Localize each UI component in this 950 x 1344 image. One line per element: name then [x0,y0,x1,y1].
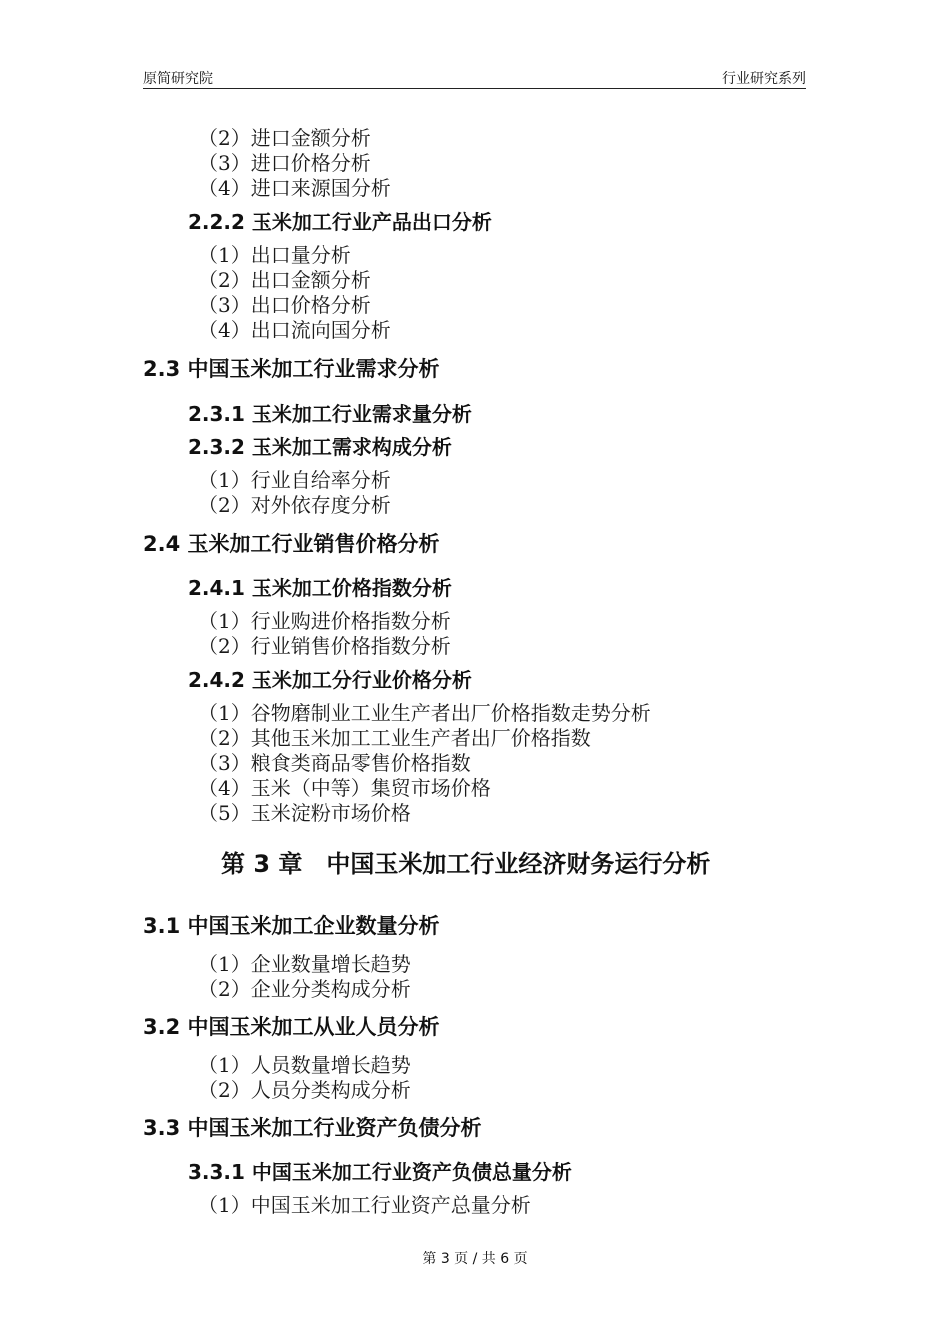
chapter-heading: 第 3 章 中国玉米加工行业经济财务运行分析 [221,850,711,878]
toc-item: （1）人员数量增长趋势 [198,1053,411,1077]
toc-subsection: 2.3.2 玉米加工需求构成分析 [188,435,452,459]
toc-section: 3.1 中国玉米加工企业数量分析 [143,914,440,938]
toc-item: （1）行业自给率分析 [198,468,391,492]
toc-subsection: 2.3.1 玉米加工行业需求量分析 [188,402,472,426]
toc-item: （4）出口流向国分析 [198,318,391,342]
toc-item: （4）玉米（中等）集贸市场价格 [198,776,491,800]
toc-item: （2）企业分类构成分析 [198,977,411,1001]
toc-item: （1）行业购进价格指数分析 [198,609,451,633]
toc-item: （3）进口价格分析 [198,151,371,175]
toc-subsection: 2.4.2 玉米加工分行业价格分析 [188,668,472,692]
toc-item: （4）进口来源国分析 [198,176,391,200]
toc-subsection: 2.4.1 玉米加工价格指数分析 [188,576,452,600]
page-header [143,66,806,89]
toc-item: （3）粮食类商品零售价格指数 [198,751,471,775]
toc-item: （1）出口量分析 [198,243,351,267]
toc-item: （1）企业数量增长趋势 [198,952,411,976]
toc-item: （1）中国玉米加工行业资产总量分析 [198,1193,531,1217]
toc-item: （2）人员分类构成分析 [198,1078,411,1102]
toc-section: 3.2 中国玉米加工从业人员分析 [143,1015,440,1039]
toc-subsection: 2.2.2 玉米加工行业产品出口分析 [188,210,492,234]
toc-item: （2）进口金额分析 [198,126,371,150]
toc-section: 2.4 玉米加工行业销售价格分析 [143,532,440,556]
toc-item: （1）谷物磨制业工业生产者出厂价格指数走势分析 [198,701,651,725]
toc-item: （5）玉米淀粉市场价格 [198,801,411,825]
header-org-name: 原简研究院 [143,71,213,87]
toc-section: 3.3 中国玉米加工行业资产负债分析 [143,1116,482,1140]
toc-item: （2）行业销售价格指数分析 [198,634,451,658]
toc-subsection: 3.3.1 中国玉米加工行业资产负债总量分析 [188,1160,572,1184]
toc-item: （2）出口金额分析 [198,268,371,292]
toc-item: （3）出口价格分析 [198,293,371,317]
page-footer: 第 3 页 / 共 6 页 [422,1251,528,1267]
toc-section: 2.3 中国玉米加工行业需求分析 [143,357,440,381]
toc-item: （2）对外依存度分析 [198,493,391,517]
header-series-name: 行业研究系列 [722,71,806,87]
toc-item: （2）其他玉米加工工业生产者出厂价格指数 [198,726,591,750]
